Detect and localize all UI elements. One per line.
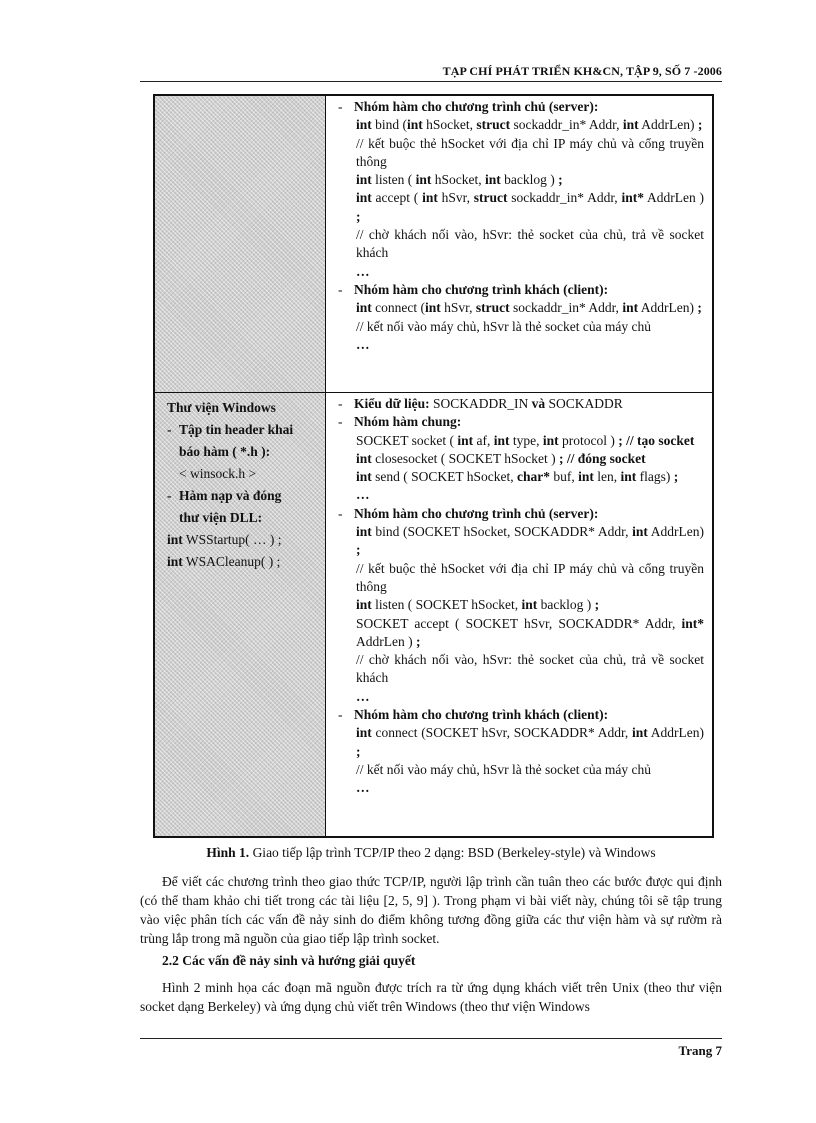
code-line [332,779,704,797]
label-line [167,529,319,551]
code-text: int* [621,190,644,206]
table-cell-windows-code [326,393,712,836]
code-text: WSACleanup( ) ; [182,554,281,569]
code-line [332,432,704,450]
code-text: int [356,300,372,316]
journal-header: TẠP CHÍ PHÁT TRIỂN KH&CN, TẬP 9, SỐ 7 -2006 [442,64,722,78]
code-line [332,505,704,523]
code-line [332,615,704,652]
code-text: int* [681,615,704,631]
code-text: sockaddr_in* Addr, [509,300,623,316]
code-line [332,98,704,116]
code-text: int [356,597,372,613]
code-line [332,116,704,134]
code-text: … [356,780,370,796]
code-text: int [620,469,637,485]
bullet-dash: - [167,488,172,503]
code-text: sockaddr_in* Addr, [510,117,623,133]
code-line [332,761,704,779]
code-text: Nhóm hàm chung: [354,414,462,430]
bullet-dash: - [167,422,172,437]
code-text: AddrLen) [638,117,698,133]
code-text: backlog ) [537,597,595,613]
code-text: ; [697,117,703,133]
code-text: và [531,396,546,411]
label-line [167,485,319,507]
label-line [167,441,319,463]
code-text: int [542,432,559,448]
code-text: hSvr, [440,300,476,316]
label-line [167,463,319,485]
bullet-dash: - [338,707,343,723]
code-text: ; [356,743,361,759]
code-line [332,706,704,724]
code-text: int [356,172,372,188]
code-text: Hàm nạp và đóng [179,488,282,503]
code-line [332,171,704,189]
body-paragraph: Hình 2 minh họa các đoạn mã nguồn được trích ra từ ứng dụng khách viết trên Unix (theo thư viện socket dạng Berkeley) và ứng dụng chủ viết trên Windows (theo thư viện Windows [140,980,722,1014]
code-line [332,189,704,226]
code-line [332,468,704,486]
code-text: // chờ khách nối vào, hSvr: thẻ socket của chủ, trả về socket khách [356,652,704,686]
code-text: ; [558,172,563,188]
footer-rule [140,1038,722,1039]
code-text: char* [517,469,551,485]
code-line [332,299,704,317]
code-text: ; [594,597,600,613]
code-text: … [356,263,370,279]
bullet-dash: - [338,396,343,411]
code-text: báo hàm ( *.h ): [179,444,271,459]
code-text: bind ( [371,117,408,133]
code-text: // kết nối vào máy chủ, hSvr là thẻ socket của máy chủ [356,318,652,334]
code-line [332,263,704,281]
code-text: int [415,172,432,188]
code-text: Nhóm hàm cho chương trình khách (client): [354,707,609,723]
code-text: AddrLen) [647,725,705,741]
code-text: int [485,172,501,188]
code-text: Kiểu dữ liệu: [354,396,430,411]
label-line [167,551,319,573]
code-text: accept ( [371,190,423,206]
code-text: closesocket ( SOCKET hSocket ) [371,450,559,466]
code-line [332,724,704,761]
code-text: struct [473,190,508,206]
code-text: … [356,688,370,704]
bullet-dash: - [338,99,343,114]
code-text: ; [673,469,679,485]
label-line [167,507,319,529]
code-text: af, [473,432,494,448]
code-text: int [407,117,423,133]
figure-caption [140,845,722,861]
body-paragraph: Để viết các chương trình theo giao thức TCP/IP, người lập trình cần tuân theo các bước được qui định (có thể tham khảo chi tiết trong các tài liệu [2, 5, 9] ). Trong phạm vi bài viết này, chúng tôi sẽ tập trung vào việc phân tích các vấn đề nảy sinh do điểm không tương đồng giữa các thư viện hàm và sự rườm rà trùng lắp trong mã nguồn của giao tiếp lập trình socket. [140,874,722,946]
code-text: Nhóm hàm cho chương trình khách (client): [354,281,609,297]
code-text: hSocket, [431,172,486,188]
code-text: int [632,725,648,741]
code-text: send ( SOCKET hSocket, [371,469,518,485]
label-line [167,397,319,419]
code-line [332,523,704,560]
code-line [332,336,704,354]
table-row-bsd [155,96,712,393]
code-text: … [356,336,370,352]
code-text: SOCKET socket ( [356,432,458,448]
code-line [332,413,704,431]
code-text: int [493,432,510,448]
code-text: bind (SOCKET hSocket, SOCKADDR* Addr, [371,524,633,540]
code-text: buf, [550,469,579,485]
table-cell-bsd-label [155,96,326,392]
code-text: type, [509,432,543,448]
code-line [332,596,704,614]
table-cell-bsd-code [326,96,712,392]
code-line [332,486,704,504]
code-text: int [356,524,372,540]
header-rule [140,81,722,82]
table-cell-windows-label [155,393,326,836]
code-text: // kết nối vào máy chủ, hSvr là thẻ socket của máy chủ [356,761,652,777]
figure-1-table [153,94,714,838]
code-line [332,281,704,299]
code-text: … [356,487,370,503]
code-text: Thư viện Windows [167,400,276,415]
code-text: AddrLen ) [643,190,705,206]
code-text: int [422,190,438,206]
code-text: ; [697,300,702,316]
code-text: // kết buộc thẻ hSocket với địa chỉ IP máy chủ và cổng truyền thông [356,560,704,594]
code-text: connect (SOCKET hSvr, SOCKADDR* Addr, [371,725,633,741]
code-line [332,318,704,336]
section-heading: 2.2 Các vấn đề nảy sinh và hướng giải quyết [162,953,416,968]
code-line [332,135,704,172]
code-text: int [356,725,372,741]
code-text: int [356,190,372,206]
code-text: Nhóm hàm cho chương trình chủ (server): [354,505,599,521]
code-text: SOCKADDR_IN [429,396,532,411]
code-text: ; // đóng socket [559,450,646,466]
code-text: sockaddr_in* Addr, [507,190,622,206]
code-text: WSStartup( … ) ; [182,532,282,547]
code-line [332,450,704,468]
code-text: int [167,532,183,547]
code-text: AddrLen) [638,300,698,316]
label-line [167,419,319,441]
code-text: SOCKADDR [545,396,623,411]
code-line [332,395,704,413]
code-text: listen ( SOCKET hSocket, [371,597,522,613]
bullet-dash: - [338,414,343,430]
code-text: protocol ) [558,432,619,448]
code-text: SOCKET accept ( SOCKET hSvr, SOCKADDR* Addr, [356,615,682,631]
code-line [332,226,704,263]
code-text: backlog ) [500,172,559,188]
code-text: connect ( [371,300,425,316]
code-text: int [425,300,441,316]
code-line [332,651,704,688]
table-row-windows [155,393,712,836]
bullet-dash: - [338,281,343,297]
code-text: Nhóm hàm cho chương trình chủ (server): [354,99,599,114]
code-text: int [356,117,372,133]
code-line [332,688,704,706]
code-text: int [521,597,538,613]
code-text: ; // tạo socket [618,432,695,448]
code-text: // kết buộc thẻ hSocket với địa chỉ IP máy chủ và cổng truyền thông [356,135,704,169]
code-text: AddrLen) [647,524,705,540]
caption-label: Hình 1. [206,845,250,860]
code-text: thư viện DLL: [179,510,263,525]
code-text: int [457,432,474,448]
code-text: int [622,300,639,316]
code-text: len, [593,469,621,485]
code-text: ; [356,542,361,558]
code-text: int [632,524,648,540]
code-text: < winsock.h > [179,466,257,481]
code-text: hSocket, [422,117,477,133]
code-text: hSvr, [437,190,474,206]
caption-text: Giao tiếp lập trình TCP/IP theo 2 dạng: BSD (Berkeley-style) và Windows [249,845,656,860]
code-text: // chờ khách nối vào, hSvr: thẻ socket của chủ, trả về socket khách [356,227,704,261]
code-text: struct [476,117,511,133]
page-number: Trang 7 [678,1043,722,1058]
code-text: AddrLen ) [356,633,416,649]
code-text: listen ( [371,172,416,188]
code-text: int [578,469,594,485]
bullet-dash: - [338,505,343,521]
code-text: flags) [636,469,674,485]
code-text: ; [356,208,361,224]
code-text: ; [415,633,421,649]
code-text: int [356,469,372,485]
code-text: int [356,450,372,466]
code-text: Tập tin header khai [179,422,294,437]
code-text: struct [475,300,510,316]
code-text: int [622,117,639,133]
code-line [332,560,704,597]
code-text: int [167,554,183,569]
